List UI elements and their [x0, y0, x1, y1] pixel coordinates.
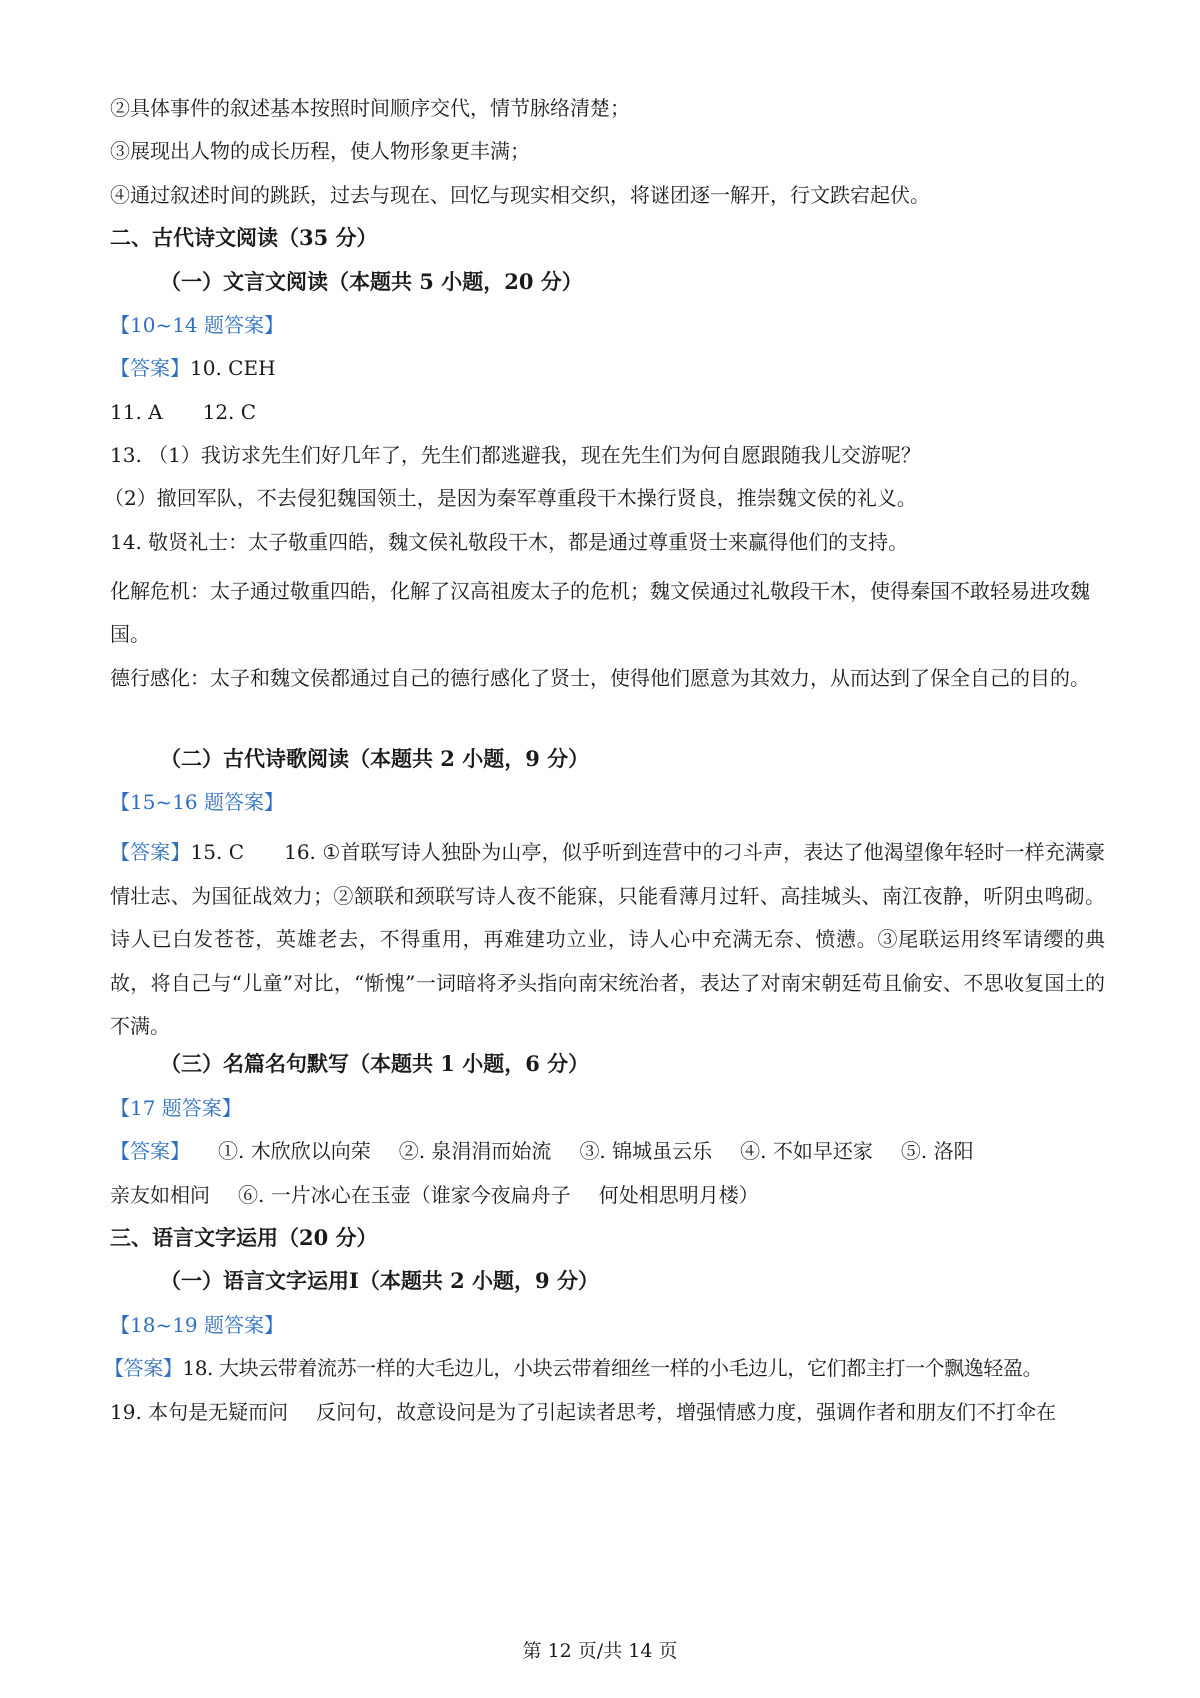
answer-17-item: ②. 泉涓涓而始流 [398, 1139, 552, 1163]
answer-19-part: 19. 本句是无疑而问 [110, 1400, 289, 1424]
subsection-heading: （一）文言文阅读（本题共 5 小题，20 分） [160, 269, 583, 294]
answer-17-line1 [110, 1136, 1105, 1166]
answer-tag: 【答案】 [110, 840, 191, 864]
answer-17-item: ④. 不如早还家 [740, 1139, 873, 1163]
answer-line [104, 1353, 1105, 1383]
answer-14-3: 德行感化：太子和魏文侯都通过自己的德行感化了贤士，使得他们愿意为其效力，从而达到了保全自己的目的。 [110, 666, 1090, 690]
answer-16: 16. ①首联写诗人独卧为山亭，似乎听到连营中的刁斗声，表达了他渴望像年轻时一样充满豪情壮志、为国征战效力；②颔联和颈联写诗人夜不能寐，只能看薄月过轩、高挂城头、南江夜静，听阴虫鸣砌。诗人已白发苍苍，英雄老去，不得重用，再难建功立业，诗人心中充满无奈、愤懑。③尾联运用终军请缨的典故，将自己与“儿童”对比，“惭愧”一词暗将矛头指向南宋统治者，表达了对南宋朝廷苟且偷安、不思收复国土的不满。 [110, 840, 1106, 1038]
answer-line [110, 353, 1105, 383]
answer-17-item: 何处相思明月楼） [598, 1183, 759, 1207]
answer-19-part: 反问句，故意设问是为了引起读者思考，增强情感力度，强调作者和朋友们不打伞在 [316, 1400, 1057, 1424]
answer-line [110, 1397, 1105, 1427]
answer-18: 18. 大块云带着流苏一样的大毛边儿，小块云带着细丝一样的小毛边儿，它们都主打一个飘逸轻盈。 [182, 1356, 1043, 1380]
subsection-heading: （二）古代诗歌阅读（本题共 2 小题，9 分） [160, 746, 590, 771]
answer-range-tag: 【15~16 题答案】 [110, 790, 285, 814]
page-number: 第 12 页/共 14 页 [522, 1640, 678, 1662]
answer-range-tag: 【17 题答案】 [110, 1096, 242, 1120]
answer-line [110, 397, 1105, 427]
subsection-heading: （三）名篇名句默写（本题共 1 小题，6 分） [160, 1051, 590, 1076]
answer-15: 15. C [190, 840, 245, 864]
answer-17-item: 亲友如相问 [110, 1183, 210, 1207]
answer-17-item: ⑤. 洛阳 [900, 1139, 974, 1163]
answer-17-item: ①. 木欣欣以向荣 [218, 1139, 371, 1163]
answer-tag: 【答案】 [104, 1356, 183, 1380]
answer-14-1: 14. 敬贤礼士：太子敬重四皓，魏文侯礼敬段干木，都是通过尊重贤士来赢得他们的支持。 [110, 530, 909, 554]
answer-13-2: （2）撤回军队，不去侵犯魏国领土，是因为秦军尊重段干木操行贤良，推崇魏文侯的礼义。 [104, 486, 917, 510]
answer-17-item: ③. 锦城虽云乐 [579, 1139, 713, 1163]
answer-11: 11. A [110, 400, 163, 424]
text-line: ④通过叙述时间的跳跃，过去与现在、回忆与现实相交织，将谜团逐一解开，行文跌宕起伏。 [110, 183, 930, 207]
answer-14-2: 化解危机：太子通过敬重四皓，化解了汉高祖废太子的危机；魏文侯通过礼敬段干木，使得秦国不敢轻易进攻魏国。 [110, 579, 1090, 646]
answer-15-16 [110, 831, 1105, 1049]
subsection-heading: （一）语言文字运用Ⅰ（本题共 2 小题，9 分） [160, 1268, 599, 1293]
text-line: ②具体事件的叙述基本按照时间顺序交代，情节脉络清楚； [110, 96, 630, 120]
answer-12: 12. C [202, 400, 257, 424]
answer-tag: 【答案】 [110, 356, 190, 380]
answer-range-tag: 【10~14 题答案】 [110, 313, 285, 337]
answer-13-1: 13. （1）我访求先生们好几年了，先生们都逃避我，现在先生们为何自愿跟随我儿交游呢？ [110, 443, 921, 467]
answer-10: 10. CEH [190, 356, 276, 380]
answer-range-tag: 【18~19 题答案】 [110, 1313, 285, 1337]
text-line: ③展现出人物的成长历程，使人物形象更丰满； [110, 139, 530, 163]
section-heading: 三、语言文字运用（20 分） [110, 1225, 378, 1250]
answer-tag: 【答案】 [110, 1139, 190, 1163]
section-heading: 二、古代诗文阅读（35 分） [110, 225, 378, 250]
answer-17-item: ⑥. 一片冰心在玉壶（谁家今夜扁舟子 [238, 1183, 571, 1207]
answer-17-line2 [110, 1180, 1105, 1210]
